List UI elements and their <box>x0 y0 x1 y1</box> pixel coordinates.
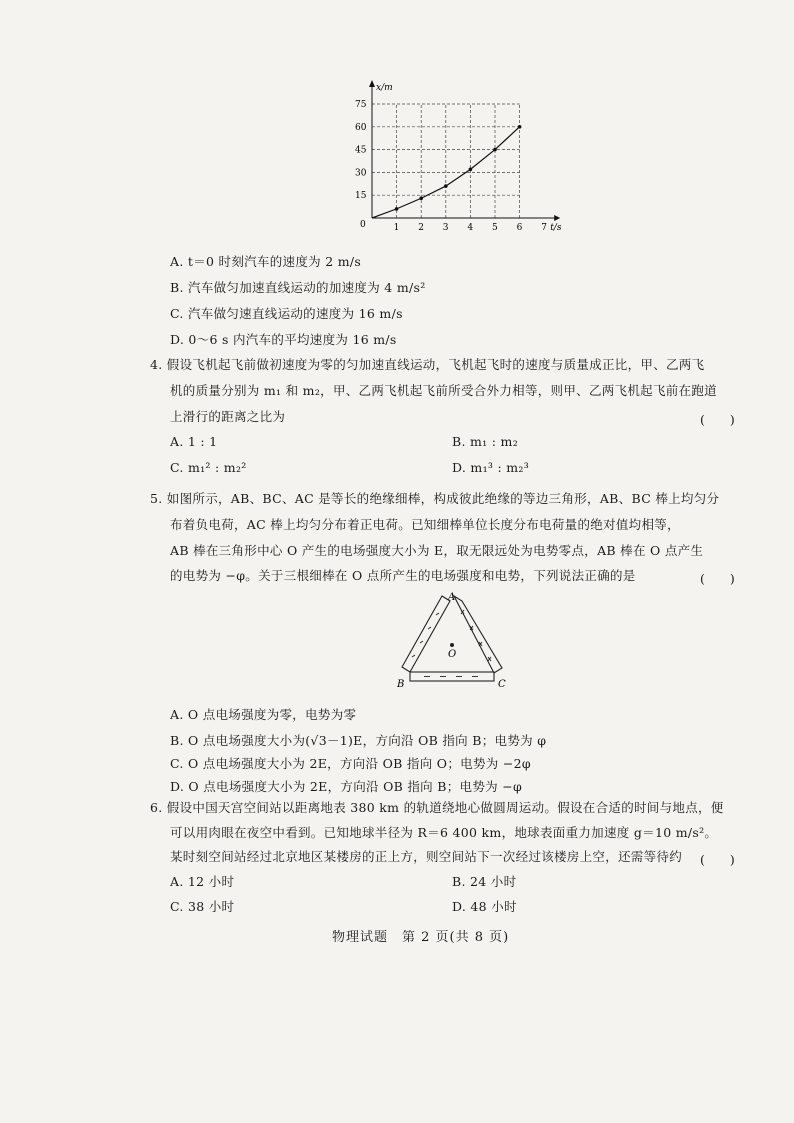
rod-ab <box>402 596 450 672</box>
data-point <box>419 196 423 200</box>
rod-ac <box>454 596 502 673</box>
q5-option-c: C. O 点电场强度大小为 2E，方向沿 OB 指向 O；电势为 −2φ <box>170 756 531 771</box>
q4-stem-line2: 机的质量分别为 m₁ 和 m₂，甲、乙两飞机起飞前所受合外力相等，则甲、乙两飞机起飞前在跑道 <box>170 383 717 398</box>
q5-option-b: B. O 点电场强度大小为(√3－1)E，方向沿 OB 指向 B；电势为 φ <box>170 733 547 748</box>
q6-option-b: B. 24 小时 <box>452 874 517 889</box>
label-c: C <box>498 679 506 690</box>
q3-option-c: C. 汽车做匀速直线运动的速度为 16 m/s <box>170 306 403 321</box>
q6-option-c: C. 38 小时 <box>170 899 235 914</box>
page-footer: 物理试题 第 2 页(共 8 页) <box>332 930 510 945</box>
q3-option-b: B. 汽车做匀加速直线运动的加速度为 4 m/s² <box>170 280 426 295</box>
x-tick-label: 3 <box>442 223 449 233</box>
y-tick-label: 75 <box>355 100 367 110</box>
q5-stem-line2: 布着负电荷，AC 棒上均匀分布着正电荷。已知细棒单位长度分布电荷量的绝对值均相等， <box>170 517 680 532</box>
q5-stem-line3: AB 棒在三角形中心 O 产生的电场强度大小为 E，取无限远处为电势零点，AB 棒在 O 点产生 <box>170 543 704 558</box>
x-tick-label: 4 <box>467 223 474 233</box>
x-tick-label: 1 <box>393 223 400 233</box>
q6-stem-line1: 6. 假设中国天宫空间站以距离地表 380 km 的轨道绕地心做圆周运动。假设在合适的时间与地点，便 <box>150 800 724 815</box>
rod-bc <box>410 672 494 681</box>
q4-option-a: A. 1 : 1 <box>170 434 218 449</box>
q4-answer-paren: ( ) <box>700 412 735 427</box>
q3-option-d: D. 0～6 s 内汽车的平均速度为 16 m/s <box>170 332 397 347</box>
y-tick-label: 45 <box>355 145 367 156</box>
q5-answer-paren: ( ) <box>700 571 735 586</box>
label-b: B <box>397 679 405 690</box>
q5-option-d: D. O 点电场强度大小为 2E，方向沿 OB 指向 B；电势为 −φ <box>170 779 523 794</box>
q6-stem-line3: 某时刻空间站经过北京地区某楼房的正上方，则空间站下一次经过该楼房上空，还需等待约 <box>170 849 683 864</box>
origin-label: 0 <box>360 220 366 230</box>
q4-option-b: B. m₁ : m₂ <box>452 434 519 449</box>
x-tick-label: 7 <box>541 223 547 233</box>
label-a: A <box>448 592 456 603</box>
y-axis-label: x/m <box>376 83 393 93</box>
y-axis-arrow <box>369 80 375 87</box>
label-o: O <box>448 649 457 660</box>
q5-stem-line1: 5. 如图所示，AB、BC、AC 是等长的绝缘细棒，构成彼此绝缘的等边三角形，AB、BC 棒上均匀分 <box>150 491 720 506</box>
x-tick-label: 5 <box>492 223 498 233</box>
q4-stem-line1: 4. 假设飞机起飞前做初速度为零的匀加速直线运动，飞机起飞时的速度与质量成正比，甲、乙两飞 <box>150 357 705 372</box>
data-point <box>444 184 448 188</box>
q6-answer-paren: ( ) <box>700 852 735 867</box>
x-tick-label: 6 <box>516 223 523 233</box>
q6-stem-line2: 可以用肉眼在夜空中看到。已知地球半径为 R＝6 400 km，地球表面重力加速度 g＝10 m/s²。 <box>170 825 718 840</box>
x-tick-label: 2 <box>418 223 424 233</box>
y-tick-label: 15 <box>355 191 367 202</box>
q6-option-a: A. 12 小时 <box>170 874 235 889</box>
xt-graph <box>350 80 562 235</box>
q3-option-a: A. t＝0 时刻汽车的速度为 2 m/s <box>170 254 362 269</box>
triangle-figure <box>392 590 522 690</box>
y-tick-label: 30 <box>355 168 367 179</box>
center-point-o <box>450 643 454 647</box>
data-point <box>493 148 497 152</box>
q4-option-d: D. m₁³ : m₂³ <box>452 460 530 475</box>
q5-stem-line4: 的电势为 −φ。关于三根细棒在 O 点所产生的电场强度和电势，下列说法正确的是 <box>170 568 636 583</box>
x-axis-arrow <box>554 215 560 221</box>
q4-option-c: C. m₁² : m₂² <box>170 460 247 475</box>
y-tick-label: 60 <box>355 122 367 133</box>
q4-stem-line3: 上滑行的距离之比为 <box>170 409 286 424</box>
data-point <box>518 125 522 129</box>
data-point <box>469 168 473 172</box>
x-axis-label: t/s <box>550 223 562 233</box>
q5-option-a: A. O 点电场强度为零，电势为零 <box>170 707 357 722</box>
data-point <box>395 207 399 211</box>
q6-option-d: D. 48 小时 <box>452 899 517 914</box>
